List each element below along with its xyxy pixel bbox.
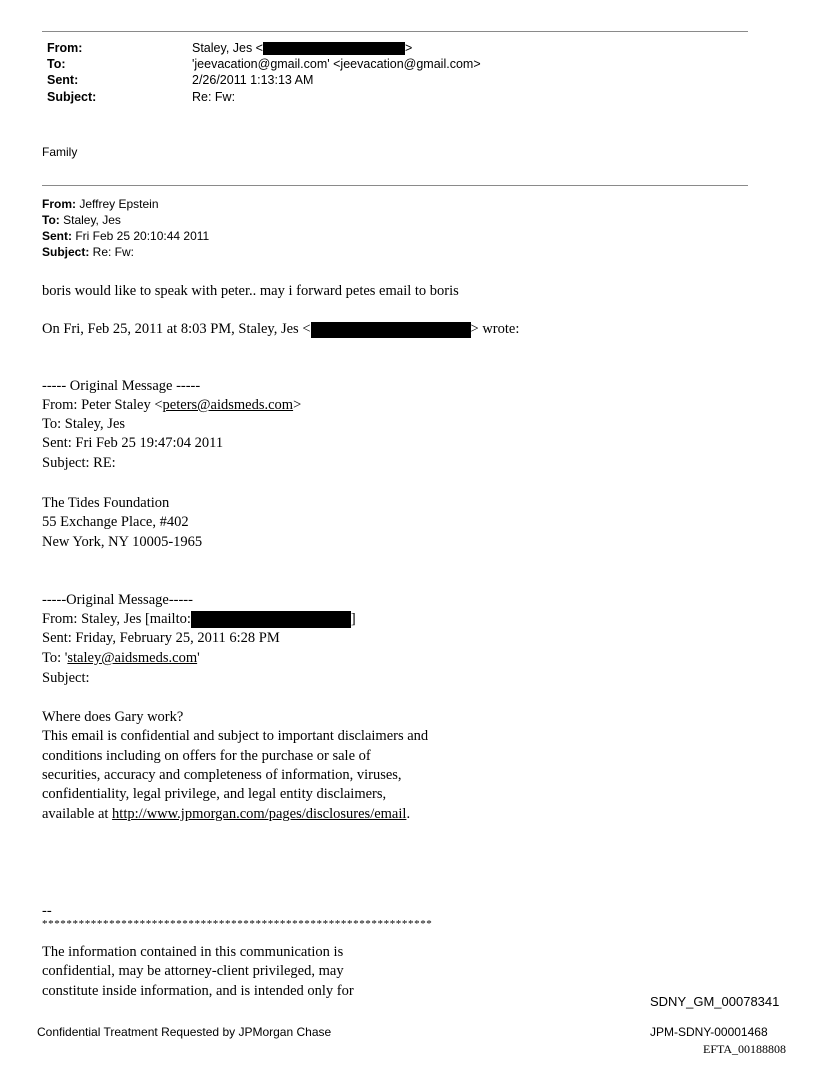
original-1-from — [42, 396, 301, 415]
on-fri-line — [42, 320, 519, 339]
disclosures-link[interactable]: http://www.jpmorgan.com/pages/disclosures/email — [112, 806, 407, 822]
disclaimer-link-suffix: . — [406, 806, 411, 822]
original-1-from-email-link[interactable]: peters@aidsmeds.com — [162, 397, 294, 413]
forward-divider — [42, 185, 748, 186]
forward-sent-label: Sent: — [42, 229, 72, 243]
original-2-from-prefix: From: Staley, Jes [mailto: — [42, 611, 191, 627]
redaction-box — [191, 611, 351, 628]
forward-from-value: Jeffrey Epstein — [76, 197, 159, 211]
reply-body: Family — [42, 145, 78, 159]
address-line-2: 55 Exchange Place, #402 — [42, 514, 189, 530]
header-sent-label: Sent: — [47, 73, 79, 87]
disclaimer-line-5 — [42, 805, 410, 824]
forward-from — [42, 196, 159, 212]
original-1-separator: ----- Original Message ----- — [42, 378, 201, 394]
confidential-line-3: constitute inside information, and is intended only for — [42, 983, 354, 999]
confidential-line-2: confidential, may be attorney-client privileged, may — [42, 963, 344, 979]
disclaimer-line-4: confidentiality, legal privilege, and legal entity disclaimers, — [42, 786, 387, 802]
confidential-line-1: The information contained in this communication is — [42, 944, 344, 960]
header-to-label: To: — [47, 57, 66, 71]
original-2-to — [42, 649, 200, 668]
header-subject-label: Subject: — [47, 90, 97, 104]
bates-jpm-sdny: JPM-SDNY-00001468 — [650, 1025, 768, 1039]
original-2-to-suffix: ' — [197, 650, 200, 666]
header-from-label: From: — [47, 41, 83, 55]
address-line-1: The Tides Foundation — [42, 495, 170, 511]
header-to-value: 'jeevacation@gmail.com' <jeevacation@gmail.com> — [192, 57, 481, 71]
disclaimer-line-2: conditions including on offers for the purchase or sale of — [42, 748, 371, 764]
header-from-close: > — [404, 41, 413, 55]
original-2-from — [42, 610, 356, 629]
top-divider — [42, 31, 748, 32]
on-fri-prefix: On Fri, Feb 25, 2011 at 8:03 PM, Staley, Jes < — [42, 321, 311, 337]
original-1-subject: Subject: RE: — [42, 455, 116, 471]
disclaimer-link-prefix: available at — [42, 806, 113, 822]
redaction-box — [311, 322, 471, 338]
bates-efta: EFTA_00188808 — [703, 1042, 787, 1056]
forward-to — [42, 212, 121, 228]
header-sent-value: 2/26/2011 1:13:13 AM — [192, 73, 314, 87]
original-2-to-prefix: To: ' — [42, 650, 68, 666]
original-1-sent: Sent: Fri Feb 25 19:47:04 2011 — [42, 435, 224, 451]
original-1-to: To: Staley, Jes — [42, 416, 126, 432]
original-2-sent: Sent: Friday, February 25, 2011 6:28 PM — [42, 630, 280, 646]
on-fri-suffix: > wrote: — [470, 321, 520, 337]
header-subject-value: Re: Fw: — [192, 90, 236, 104]
original-2-separator: -----Original Message----- — [42, 592, 193, 608]
boris-line: boris would like to speak with peter.. may i forward petes email to boris — [42, 283, 459, 299]
forward-from-label: From: — [42, 197, 76, 211]
forward-to-label: To: — [42, 213, 60, 227]
footer-confidential: Confidential Treatment Requested by JPMorgan Chase — [37, 1025, 332, 1039]
forward-sent — [42, 228, 209, 244]
original-1-from-suffix: > — [293, 397, 302, 413]
bates-sdny-gm: SDNY_GM_00078341 — [650, 994, 780, 1009]
original-2-from-suffix: ] — [350, 611, 356, 627]
redaction-box — [263, 42, 405, 55]
forward-subject — [42, 244, 134, 260]
disclaimer-line-1: This email is confidential and subject to important disclaimers and — [42, 728, 429, 744]
disclaimer-line-3: securities, accuracy and completeness of information, viruses, — [42, 767, 402, 783]
original-2-to-email-link[interactable]: staley@aidsmeds.com — [67, 650, 198, 666]
stars-divider: **************************************************************** — [42, 918, 433, 930]
question-line: Where does Gary work? — [42, 709, 184, 725]
header-from-value — [192, 41, 412, 56]
original-1-from-prefix: From: Peter Staley < — [42, 397, 163, 413]
header-from-name: Staley, Jes < — [192, 41, 263, 55]
signature-dash: -- — [42, 903, 52, 919]
forward-sent-value: Fri Feb 25 20:10:44 2011 — [72, 229, 210, 243]
forward-to-value: Staley, Jes — [59, 213, 121, 227]
forward-subject-value: Re: Fw: — [89, 245, 135, 259]
original-2-subject: Subject: — [42, 670, 90, 686]
address-line-3: New York, NY 10005-1965 — [42, 534, 203, 550]
forward-subject-label: Subject: — [42, 245, 90, 259]
